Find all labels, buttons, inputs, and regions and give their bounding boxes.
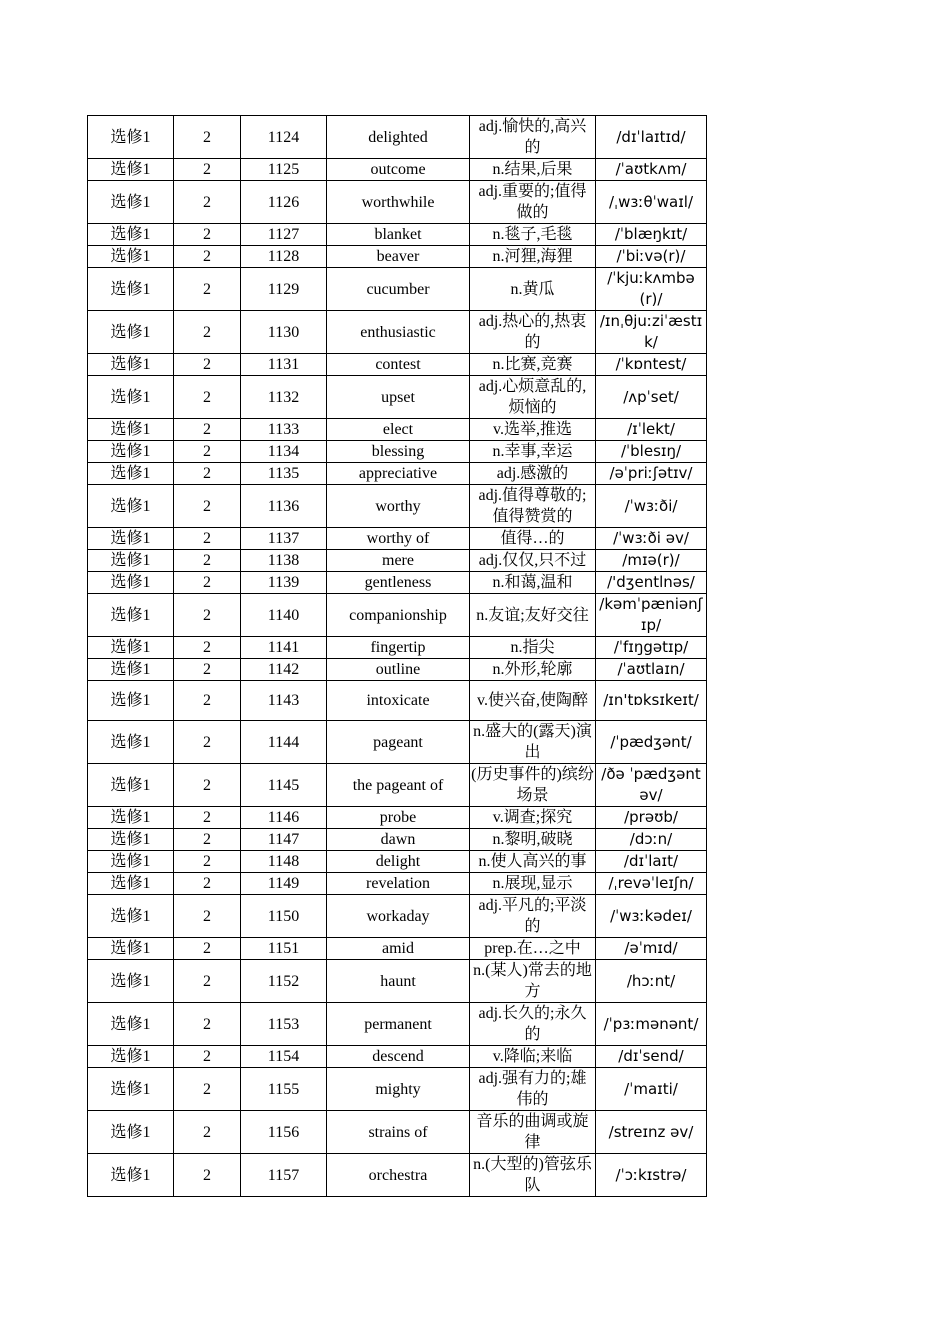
definition-cell: n.外形,轮廓 (470, 659, 596, 681)
word-cell: haunt (327, 960, 470, 1003)
number-cell: 1156 (241, 1111, 327, 1154)
word-cell: outline (327, 659, 470, 681)
word-cell: worthy (327, 485, 470, 528)
number-cell: 1128 (241, 246, 327, 268)
unit-cell: 2 (174, 1068, 241, 1111)
word-cell: mighty (327, 1068, 470, 1111)
unit-cell: 2 (174, 463, 241, 485)
book-cell: 选修1 (88, 463, 174, 485)
word-cell: revelation (327, 873, 470, 895)
number-cell: 1151 (241, 938, 327, 960)
word-cell: mere (327, 550, 470, 572)
book-cell: 选修1 (88, 528, 174, 550)
definition-cell: n.盛大的(露天)演出 (470, 721, 596, 764)
number-cell: 1133 (241, 419, 327, 441)
book-cell: 选修1 (88, 764, 174, 807)
number-cell: 1129 (241, 268, 327, 311)
unit-cell: 2 (174, 419, 241, 441)
unit-cell: 2 (174, 594, 241, 637)
unit-cell: 2 (174, 572, 241, 594)
definition-cell: n.和蔼,温和 (470, 572, 596, 594)
book-cell: 选修1 (88, 572, 174, 594)
unit-cell: 2 (174, 1154, 241, 1197)
word-cell: upset (327, 376, 470, 419)
unit-cell: 2 (174, 938, 241, 960)
book-cell: 选修1 (88, 807, 174, 829)
unit-cell: 2 (174, 354, 241, 376)
phonetic-cell: /ɪnˌθjuːziˈæstɪk/ (596, 311, 707, 354)
definition-cell: 音乐的曲调或旋律 (470, 1111, 596, 1154)
number-cell: 1124 (241, 116, 327, 159)
phonetic-cell: /ɪn'tɒksɪkeɪt/ (596, 681, 707, 721)
unit-cell: 2 (174, 224, 241, 246)
definition-cell: v.选举,推选 (470, 419, 596, 441)
phonetic-cell: /'dʒentlnəs/ (596, 572, 707, 594)
book-cell: 选修1 (88, 1046, 174, 1068)
phonetic-cell: /əˈmɪd/ (596, 938, 707, 960)
vocabulary-table (87, 115, 707, 1197)
word-cell: fingertip (327, 637, 470, 659)
definition-cell: v.调查;探究 (470, 807, 596, 829)
book-cell: 选修1 (88, 873, 174, 895)
number-cell: 1137 (241, 528, 327, 550)
definition-cell: adj.平凡的;平淡的 (470, 895, 596, 938)
number-cell: 1125 (241, 159, 327, 181)
number-cell: 1145 (241, 764, 327, 807)
unit-cell: 2 (174, 376, 241, 419)
table-row (88, 354, 707, 376)
number-cell: 1139 (241, 572, 327, 594)
table-row (88, 224, 707, 246)
book-cell: 选修1 (88, 376, 174, 419)
definition-cell: adj.值得尊敬的;值得赞赏的 (470, 485, 596, 528)
unit-cell: 2 (174, 721, 241, 764)
table-row (88, 829, 707, 851)
table-row (88, 572, 707, 594)
phonetic-cell: /prəʊb/ (596, 807, 707, 829)
unit-cell: 2 (174, 659, 241, 681)
book-cell: 选修1 (88, 851, 174, 873)
definition-cell: n.河狸,海狸 (470, 246, 596, 268)
phonetic-cell: /mɪə(r)/ (596, 550, 707, 572)
definition-cell: n.指尖 (470, 637, 596, 659)
unit-cell: 2 (174, 637, 241, 659)
book-cell: 选修1 (88, 485, 174, 528)
definition-cell: n.展现,显示 (470, 873, 596, 895)
number-cell: 1152 (241, 960, 327, 1003)
phonetic-cell: /ˌwɜːθˈwaɪl/ (596, 181, 707, 224)
phonetic-cell: /ˈaʊtlaɪn/ (596, 659, 707, 681)
book-cell: 选修1 (88, 938, 174, 960)
definition-cell: v.使兴奋,使陶醉 (470, 681, 596, 721)
table-row (88, 463, 707, 485)
unit-cell: 2 (174, 528, 241, 550)
word-cell: worthwhile (327, 181, 470, 224)
unit-cell: 2 (174, 829, 241, 851)
phonetic-cell: /ˈpædʒənt/ (596, 721, 707, 764)
table-row (88, 895, 707, 938)
unit-cell: 2 (174, 181, 241, 224)
table-row (88, 246, 707, 268)
table-row (88, 268, 707, 311)
table-row (88, 311, 707, 354)
number-cell: 1144 (241, 721, 327, 764)
book-cell: 选修1 (88, 1154, 174, 1197)
unit-cell: 2 (174, 681, 241, 721)
number-cell: 1135 (241, 463, 327, 485)
unit-cell: 2 (174, 246, 241, 268)
definition-cell: n.毯子,毛毯 (470, 224, 596, 246)
phonetic-cell: /hɔːnt/ (596, 960, 707, 1003)
phonetic-cell: /streɪnz əv/ (596, 1111, 707, 1154)
word-cell: enthusiastic (327, 311, 470, 354)
phonetic-cell: /əˈpriːʃətɪv/ (596, 463, 707, 485)
number-cell: 1153 (241, 1003, 327, 1046)
word-cell: probe (327, 807, 470, 829)
phonetic-cell: /dɪˈsend/ (596, 1046, 707, 1068)
phonetic-cell: /ˈɔːkɪstrə/ (596, 1154, 707, 1197)
book-cell: 选修1 (88, 224, 174, 246)
vocabulary-table-body (88, 116, 707, 1197)
number-cell: 1138 (241, 550, 327, 572)
table-row (88, 159, 707, 181)
book-cell: 选修1 (88, 441, 174, 463)
book-cell: 选修1 (88, 637, 174, 659)
definition-cell: n.黎明,破晓 (470, 829, 596, 851)
phonetic-cell: /ˈfɪŋgətɪp/ (596, 637, 707, 659)
definition-cell: adj.重要的;值得做的 (470, 181, 596, 224)
table-row (88, 681, 707, 721)
book-cell: 选修1 (88, 181, 174, 224)
word-cell: cucumber (327, 268, 470, 311)
book-cell: 选修1 (88, 1111, 174, 1154)
phonetic-cell: /kəmˈpæniənʃɪp/ (596, 594, 707, 637)
word-cell: permanent (327, 1003, 470, 1046)
word-cell: the pageant of (327, 764, 470, 807)
definition-cell: n.比赛,竞赛 (470, 354, 596, 376)
table-row (88, 1154, 707, 1197)
unit-cell: 2 (174, 485, 241, 528)
word-cell: dawn (327, 829, 470, 851)
definition-cell: prep.在…之中 (470, 938, 596, 960)
table-row (88, 938, 707, 960)
phonetic-cell: /dɔːn/ (596, 829, 707, 851)
word-cell: delighted (327, 116, 470, 159)
number-cell: 1147 (241, 829, 327, 851)
word-cell: worthy of (327, 528, 470, 550)
unit-cell: 2 (174, 116, 241, 159)
table-row (88, 181, 707, 224)
definition-cell: 值得…的 (470, 528, 596, 550)
definition-cell: n.友谊;友好交往 (470, 594, 596, 637)
word-cell: strains of (327, 1111, 470, 1154)
table-row (88, 1111, 707, 1154)
definition-cell: adj.热心的,热衷的 (470, 311, 596, 354)
table-row (88, 1046, 707, 1068)
unit-cell: 2 (174, 764, 241, 807)
book-cell: 选修1 (88, 311, 174, 354)
unit-cell: 2 (174, 311, 241, 354)
number-cell: 1142 (241, 659, 327, 681)
table-row (88, 485, 707, 528)
table-row (88, 637, 707, 659)
number-cell: 1132 (241, 376, 327, 419)
unit-cell: 2 (174, 1046, 241, 1068)
table-row (88, 528, 707, 550)
phonetic-cell: /ˈwɜːði əv/ (596, 528, 707, 550)
number-cell: 1126 (241, 181, 327, 224)
unit-cell: 2 (174, 851, 241, 873)
table-row (88, 594, 707, 637)
number-cell: 1150 (241, 895, 327, 938)
book-cell: 选修1 (88, 1003, 174, 1046)
phonetic-cell: /ʌpˈset/ (596, 376, 707, 419)
word-cell: contest (327, 354, 470, 376)
phonetic-cell: /ˈwɜːkədeɪ/ (596, 895, 707, 938)
number-cell: 1136 (241, 485, 327, 528)
book-cell: 选修1 (88, 594, 174, 637)
phonetic-cell: /ˈpɜːmənənt/ (596, 1003, 707, 1046)
unit-cell: 2 (174, 807, 241, 829)
definition-cell: adj.愉快的,高兴的 (470, 116, 596, 159)
number-cell: 1157 (241, 1154, 327, 1197)
table-row (88, 376, 707, 419)
number-cell: 1155 (241, 1068, 327, 1111)
number-cell: 1148 (241, 851, 327, 873)
phonetic-cell: /ˈblesɪŋ/ (596, 441, 707, 463)
word-cell: outcome (327, 159, 470, 181)
book-cell: 选修1 (88, 246, 174, 268)
table-row (88, 550, 707, 572)
word-cell: pageant (327, 721, 470, 764)
book-cell: 选修1 (88, 268, 174, 311)
book-cell: 选修1 (88, 1068, 174, 1111)
book-cell: 选修1 (88, 895, 174, 938)
definition-cell: n.幸事,幸运 (470, 441, 596, 463)
unit-cell: 2 (174, 960, 241, 1003)
table-row (88, 1068, 707, 1111)
table-row (88, 873, 707, 895)
word-cell: blanket (327, 224, 470, 246)
table-row (88, 851, 707, 873)
book-cell: 选修1 (88, 354, 174, 376)
book-cell: 选修1 (88, 550, 174, 572)
phonetic-cell: /dɪˈlaɪtɪd/ (596, 116, 707, 159)
word-cell: elect (327, 419, 470, 441)
phonetic-cell: /ˈmaɪti/ (596, 1068, 707, 1111)
definition-cell: v.降临;来临 (470, 1046, 596, 1068)
table-row (88, 419, 707, 441)
unit-cell: 2 (174, 873, 241, 895)
table-row (88, 1003, 707, 1046)
number-cell: 1154 (241, 1046, 327, 1068)
unit-cell: 2 (174, 268, 241, 311)
definition-cell: n.(大型的)管弦乐队 (470, 1154, 596, 1197)
table-row (88, 116, 707, 159)
unit-cell: 2 (174, 895, 241, 938)
number-cell: 1134 (241, 441, 327, 463)
phonetic-cell: /ðə ˈpædʒənt əv/ (596, 764, 707, 807)
unit-cell: 2 (174, 159, 241, 181)
unit-cell: 2 (174, 550, 241, 572)
unit-cell: 2 (174, 1111, 241, 1154)
phonetic-cell: /ɪˈlekt/ (596, 419, 707, 441)
table-row (88, 807, 707, 829)
book-cell: 选修1 (88, 721, 174, 764)
number-cell: 1130 (241, 311, 327, 354)
definition-cell: n.(某人)常去的地方 (470, 960, 596, 1003)
book-cell: 选修1 (88, 829, 174, 851)
book-cell: 选修1 (88, 681, 174, 721)
number-cell: 1146 (241, 807, 327, 829)
book-cell: 选修1 (88, 116, 174, 159)
book-cell: 选修1 (88, 159, 174, 181)
word-cell: workaday (327, 895, 470, 938)
word-cell: gentleness (327, 572, 470, 594)
number-cell: 1131 (241, 354, 327, 376)
word-cell: amid (327, 938, 470, 960)
definition-cell: adj.强有力的;雄伟的 (470, 1068, 596, 1111)
book-cell: 选修1 (88, 659, 174, 681)
phonetic-cell: /ˈkjuːkʌmbə(r)/ (596, 268, 707, 311)
definition-cell: n.黄瓜 (470, 268, 596, 311)
number-cell: 1127 (241, 224, 327, 246)
word-cell: descend (327, 1046, 470, 1068)
word-cell: delight (327, 851, 470, 873)
table-row (88, 960, 707, 1003)
definition-cell: (历史事件的)缤纷场景 (470, 764, 596, 807)
table-row (88, 764, 707, 807)
phonetic-cell: /ˈbiːvə(r)/ (596, 246, 707, 268)
phonetic-cell: /ˈblæŋkɪt/ (596, 224, 707, 246)
definition-cell: adj.长久的;永久的 (470, 1003, 596, 1046)
table-row (88, 441, 707, 463)
table-row (88, 721, 707, 764)
number-cell: 1141 (241, 637, 327, 659)
table-row (88, 659, 707, 681)
phonetic-cell: /ˈwɜːði/ (596, 485, 707, 528)
number-cell: 1143 (241, 681, 327, 721)
word-cell: blessing (327, 441, 470, 463)
word-cell: orchestra (327, 1154, 470, 1197)
word-cell: intoxicate (327, 681, 470, 721)
definition-cell: adj.心烦意乱的,烦恼的 (470, 376, 596, 419)
word-cell: companionship (327, 594, 470, 637)
unit-cell: 2 (174, 441, 241, 463)
book-cell: 选修1 (88, 419, 174, 441)
definition-cell: n.使人高兴的事 (470, 851, 596, 873)
book-cell: 选修1 (88, 960, 174, 1003)
word-cell: beaver (327, 246, 470, 268)
definition-cell: n.结果,后果 (470, 159, 596, 181)
definition-cell: adj.感激的 (470, 463, 596, 485)
unit-cell: 2 (174, 1003, 241, 1046)
phonetic-cell: /dɪˈlaɪt/ (596, 851, 707, 873)
phonetic-cell: /ˌrevəˈleɪʃn/ (596, 873, 707, 895)
number-cell: 1149 (241, 873, 327, 895)
phonetic-cell: /ˈaʊtkʌm/ (596, 159, 707, 181)
number-cell: 1140 (241, 594, 327, 637)
definition-cell: adj.仅仅,只不过 (470, 550, 596, 572)
phonetic-cell: /ˈkɒntest/ (596, 354, 707, 376)
word-cell: appreciative (327, 463, 470, 485)
